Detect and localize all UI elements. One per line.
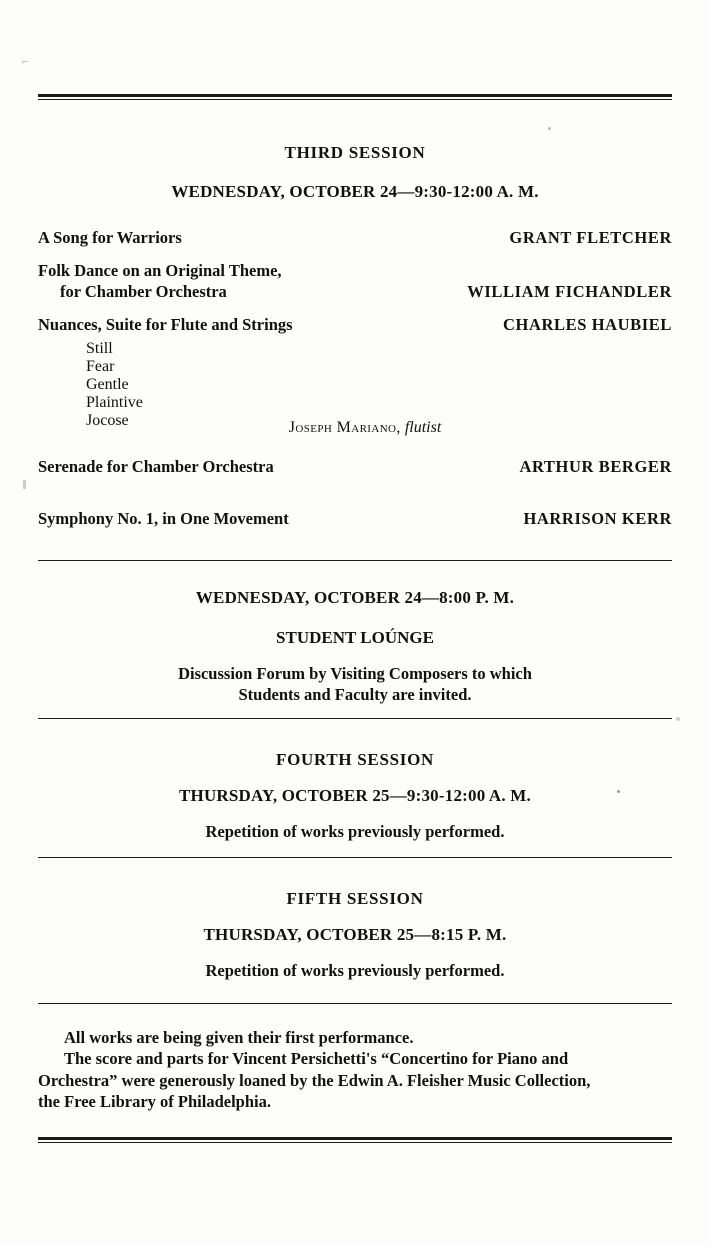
- list-item: Jocose: [86, 411, 129, 429]
- table-row: [38, 261, 672, 302]
- divider-top: [38, 94, 672, 100]
- work-composer: WILLIAM FICHANDLER: [467, 282, 672, 302]
- page-speck: [676, 717, 680, 721]
- third-session-works-table-4: [38, 457, 672, 478]
- performer-role: flutist: [404, 419, 442, 436]
- table-row: [38, 315, 672, 336]
- third-session-title: THIRD SESSION: [284, 143, 426, 162]
- footnote-text: Orchestra” were generously loaned by the Edwin A. Fleisher Music Collection,: [38, 1070, 591, 1090]
- work-title: Serenade for Chamber Orchestra: [38, 457, 274, 476]
- footnote-text: the Free Library of Philadelphia.: [38, 1092, 271, 1112]
- work-composer: ARTHUR BERGER: [519, 457, 672, 476]
- evening-event-venue: STUDENT LOÚNGE: [276, 628, 434, 647]
- evening-event-description-line2: Students and Faculty are invited.: [238, 685, 472, 705]
- work-composer: HARRISON KERR: [523, 509, 672, 528]
- list-item: Gentle: [86, 375, 129, 393]
- fourth-session-title: FOURTH SESSION: [276, 750, 434, 769]
- fifth-session-title: FIFTH SESSION: [286, 889, 424, 908]
- evening-event-date: WEDNESDAY, OCTOBER 24—8:00 P. M.: [195, 588, 515, 607]
- third-session-works-table-3: [38, 315, 672, 336]
- work-title: Symphony No. 1, in One Movement: [38, 509, 289, 528]
- list-item: Fear: [86, 357, 115, 375]
- performer-credit: [58, 419, 672, 437]
- work-title-line2: for Chamber Orchestra: [60, 281, 227, 301]
- divider-after-third-session: [38, 560, 672, 561]
- divider-bottom: [38, 1137, 672, 1143]
- page-speck: [23, 480, 26, 489]
- divider-after-evening-event: [38, 718, 672, 719]
- page-speck: [548, 127, 551, 130]
- footnote-text: All works are being given their first performance.: [64, 1028, 414, 1047]
- list-item: Still: [86, 340, 113, 357]
- table-row: [38, 457, 672, 478]
- third-session-works-table: [38, 228, 672, 249]
- work-title: [38, 261, 406, 302]
- margin-mark: ⌐: [22, 56, 29, 68]
- footnote-line: [38, 1091, 672, 1112]
- work-title-line1: Folk Dance on an Original Theme,: [38, 261, 282, 280]
- work-composer: GRANT FLETCHER: [509, 228, 672, 247]
- movements-list: [86, 340, 672, 430]
- third-session-works-table-2: [38, 261, 672, 302]
- work-composer: CHARLES HAUBIEL: [503, 315, 672, 334]
- work-title: A Song for Warriors: [38, 228, 182, 247]
- table-row: [38, 228, 672, 249]
- performer-name: Joseph Mariano,: [288, 419, 401, 436]
- footnotes-block: [38, 1027, 672, 1113]
- third-session-works-table-5: [38, 509, 672, 530]
- footnote-text: The score and parts for Vincent Persichetti's “Concertino for Piano and: [64, 1049, 569, 1069]
- divider-before-footnotes: [38, 1003, 672, 1004]
- third-session-date: WEDNESDAY, OCTOBER 24—9:30-12:00 A. M.: [171, 182, 539, 201]
- divider-after-fourth-session: [38, 857, 672, 858]
- footnote-line: [38, 1027, 672, 1048]
- footnote-line: [38, 1070, 672, 1091]
- fourth-session-note: Repetition of works previously performed.: [205, 822, 505, 841]
- list-item: Plaintive: [86, 393, 143, 411]
- footnote-line: [38, 1048, 672, 1069]
- fifth-session-note: Repetition of works previously performed.: [205, 961, 505, 980]
- fifth-session-date: THURSDAY, OCTOBER 25—8:15 P. M.: [203, 925, 507, 944]
- evening-event-description-line1: Discussion Forum by Visiting Composers to which: [178, 664, 532, 683]
- work-title: Nuances, Suite for Flute and Strings: [38, 315, 293, 334]
- table-row: [38, 509, 672, 530]
- fourth-session-date: THURSDAY, OCTOBER 25—9:30-12:00 A. M.: [178, 786, 531, 805]
